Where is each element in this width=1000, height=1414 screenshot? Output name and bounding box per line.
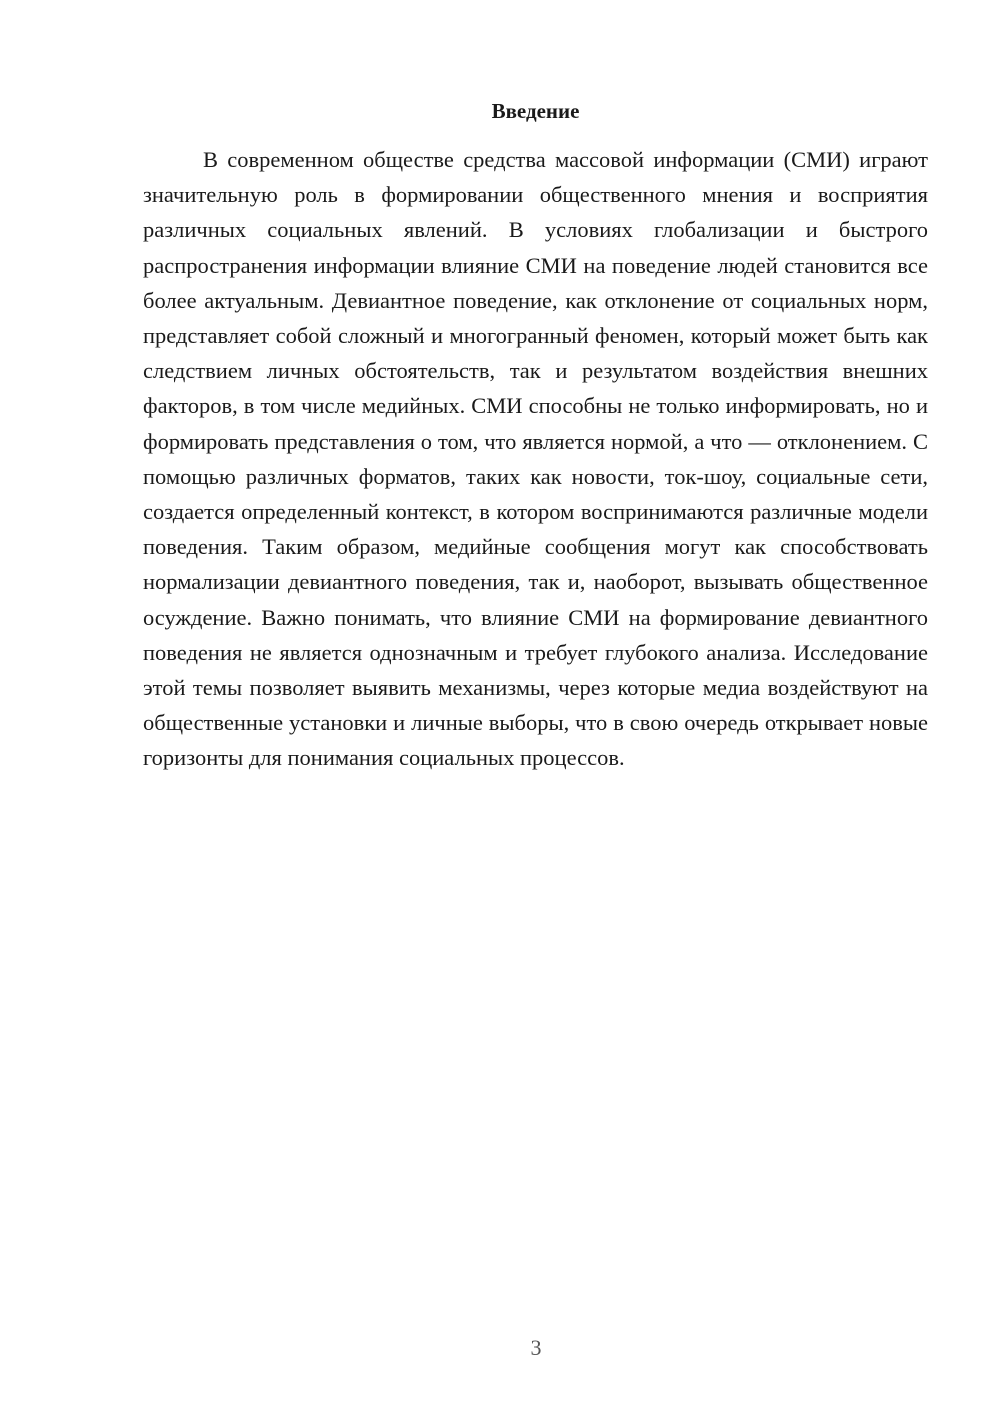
body-paragraph: В современном обществе средства массовой информации (СМИ) играют значительную роль в формировании общественного мнения и восприятия различных социальных явлений. В условиях глобализации и быстрого распространения информации влияние СМИ на поведение людей становится все более актуальным. Девиантное поведение, как отклонение от социальных норм, представляет собой сложный и многогранный феномен, который может быть как следствием личных обстоятельств, так и результатом воздействия внешних факторов, в том числе медийных. СМИ способны не только информировать, но и формировать представления о том, что является нормой, а что — отклонением. С помощью различных форматов, таких как новости, ток-шоу, социальные сети, создается определенный контекст, в котором воспринимаются различные модели поведения. Таким образом, медийные сообщения могут как способствовать нормализации девиантного поведения, так и, наоборот, вызывать общественное осуждение. Важно понимать, что влияние СМИ на формирование девиантного поведения не является однозначным и требует глубокого анализа. Исследование этой темы позволяет выявить механизмы, через которые медиа воздействуют на общественные установки и личные выборы, что в свою очередь открывает новые горизонты для понимания социальных процессов. xyxy=(143,147,928,771)
page-number: 3 xyxy=(530,1335,542,1360)
section-heading: Введение xyxy=(491,99,580,123)
